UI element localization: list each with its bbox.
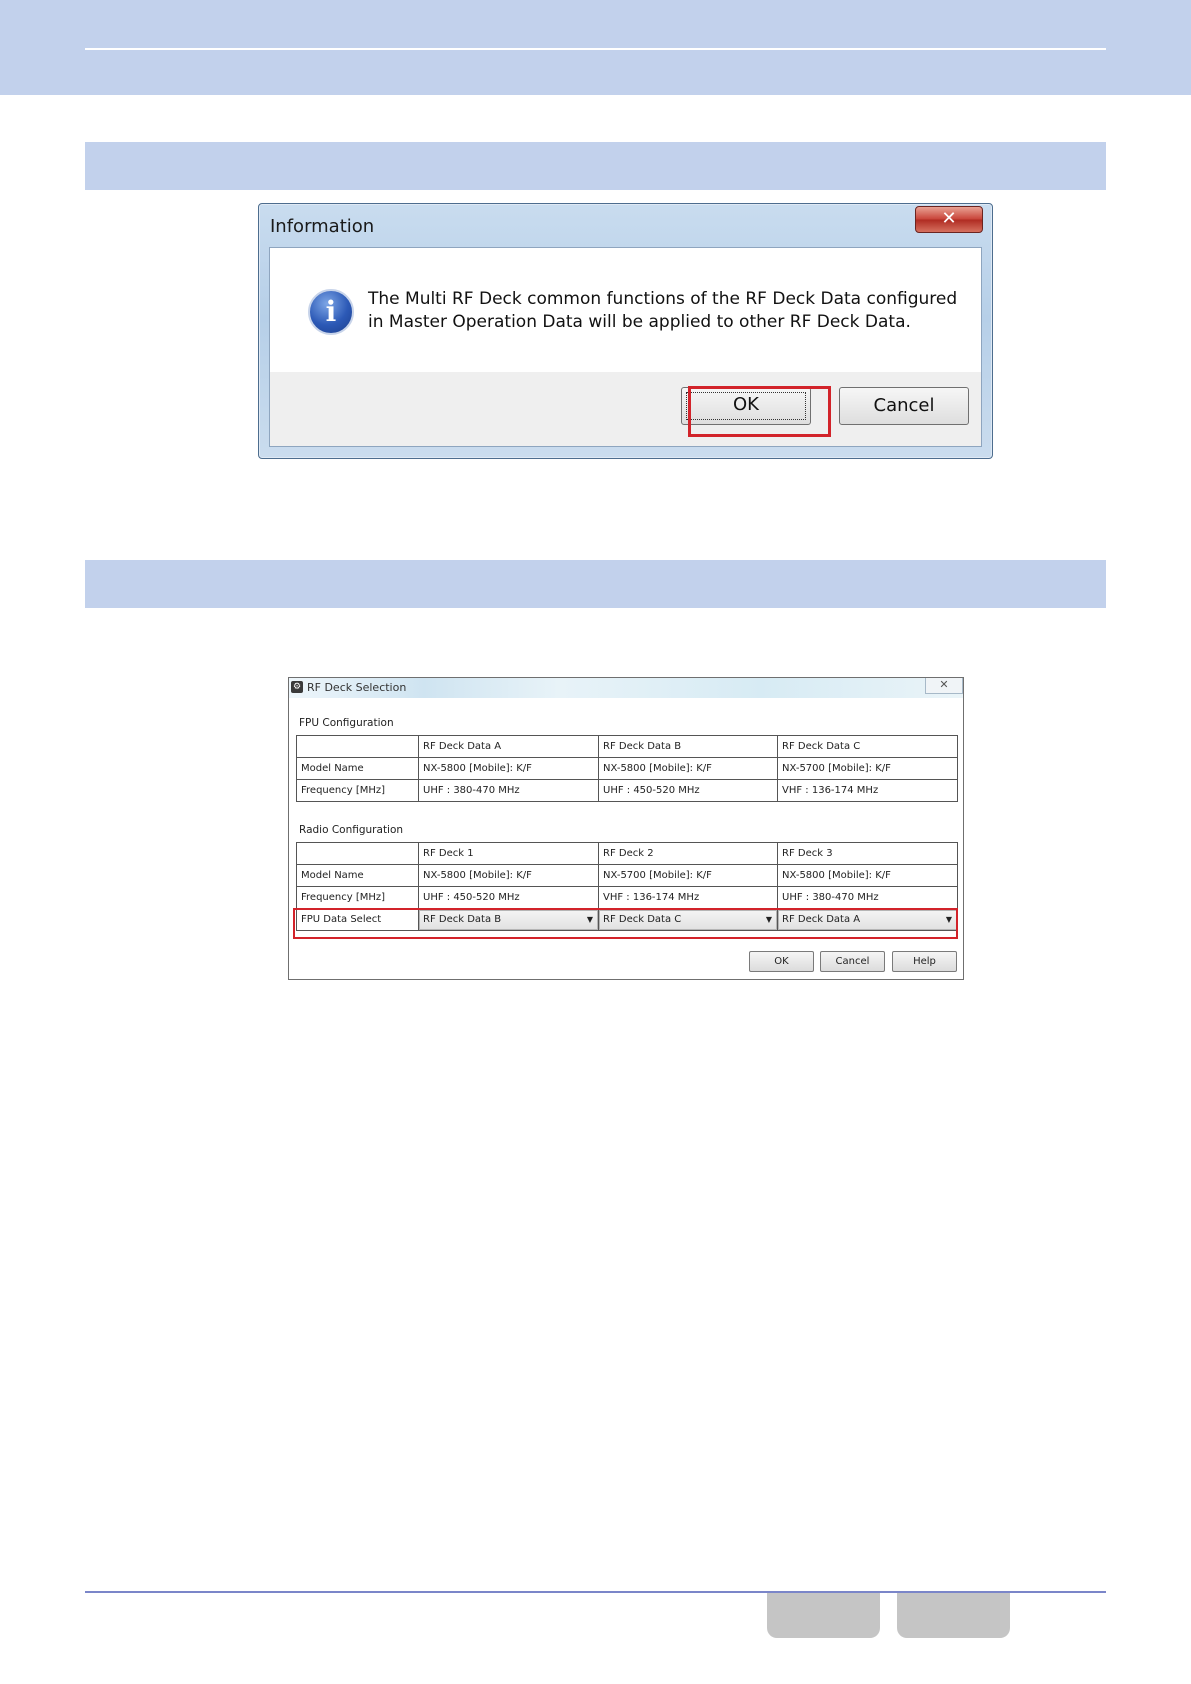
radio-configuration-label: Radio Configuration <box>299 824 404 836</box>
table-cell: RF Deck Data B <box>599 736 778 758</box>
fpu-configuration-table <box>296 735 958 802</box>
table-cell: NX-5800 [Mobile]: K/F <box>419 865 599 887</box>
table-cell: Model Name <box>297 758 419 780</box>
cancel-button[interactable]: Cancel <box>820 951 885 972</box>
table-cell: VHF : 136-174 MHz <box>599 887 778 909</box>
table-header-row <box>297 843 958 865</box>
fpu-configuration-label: FPU Configuration <box>299 717 394 729</box>
table-row <box>297 887 958 909</box>
table-cell: Frequency [MHz] <box>297 887 419 909</box>
table-cell: UHF : 450-520 MHz <box>419 887 599 909</box>
table-cell: NX-5700 [Mobile]: K/F <box>599 865 778 887</box>
table-cell <box>297 843 419 865</box>
table-cell: NX-5800 [Mobile]: K/F <box>599 758 778 780</box>
table-cell <box>297 736 419 758</box>
cancel-button-label: Cancel <box>873 395 935 416</box>
table-cell: UHF : 380-470 MHz <box>778 887 958 909</box>
table-cell: RF Deck 2 <box>599 843 778 865</box>
table-row <box>297 865 958 887</box>
ok-button-highlight <box>688 386 831 437</box>
cancel-button[interactable] <box>839 387 969 425</box>
dialog-title: RF Deck Selection <box>307 681 407 694</box>
table-header-row <box>297 736 958 758</box>
information-dialog <box>258 203 993 459</box>
close-icon[interactable]: ✕ <box>915 206 983 233</box>
table-cell: UHF : 380-470 MHz <box>419 780 599 802</box>
table-cell: Frequency [MHz] <box>297 780 419 802</box>
dialog-title: Information <box>270 216 375 237</box>
table-row <box>297 758 958 780</box>
footer-nav-tab-back[interactable] <box>767 1593 880 1638</box>
section-heading-band-2 <box>85 560 1106 608</box>
ok-button[interactable]: OK <box>749 951 814 972</box>
information-icon: i <box>308 289 354 335</box>
chevron-down-icon: ▼ <box>945 914 952 924</box>
header-rule <box>85 48 1106 50</box>
table-cell: RF Deck 3 <box>778 843 958 865</box>
close-icon[interactable]: ✕ <box>925 678 963 694</box>
table-cell: RF Deck Data C <box>778 736 958 758</box>
table-row <box>297 780 958 802</box>
message-line-1: The Multi RF Deck common functions of the RF Deck Data configured <box>368 289 958 309</box>
table-cell: NX-5700 [Mobile]: K/F <box>778 758 958 780</box>
fpu-data-select-label: FPU Data Select <box>297 909 419 931</box>
footer-nav-tab-forward[interactable] <box>897 1593 1010 1638</box>
app-icon: ⚙ <box>292 682 302 692</box>
dialog-titlebar <box>289 678 963 698</box>
select-value: RF Deck Data C <box>603 913 682 925</box>
select-value: RF Deck Data B <box>423 913 502 925</box>
table-cell: RF Deck 1 <box>419 843 599 865</box>
chevron-down-icon: ▼ <box>586 914 593 924</box>
table-cell: UHF : 450-520 MHz <box>599 780 778 802</box>
chevron-down-icon: ▼ <box>765 914 772 924</box>
help-button[interactable]: Help <box>892 951 957 972</box>
section-heading-band-1 <box>85 142 1106 190</box>
ok-button-label: OK <box>733 394 759 415</box>
table-cell: RF Deck Data A <box>419 736 599 758</box>
table-cell: NX-5800 [Mobile]: K/F <box>778 865 958 887</box>
fpu-data-select-highlight <box>293 908 958 939</box>
message-line-2: in Master Operation Data will be applied to other RF Deck Data. <box>368 312 911 332</box>
table-cell: VHF : 136-174 MHz <box>778 780 958 802</box>
table-cell: Model Name <box>297 865 419 887</box>
dialog-message <box>368 288 958 334</box>
table-cell: NX-5800 [Mobile]: K/F <box>419 758 599 780</box>
select-value: RF Deck Data A <box>782 913 861 925</box>
